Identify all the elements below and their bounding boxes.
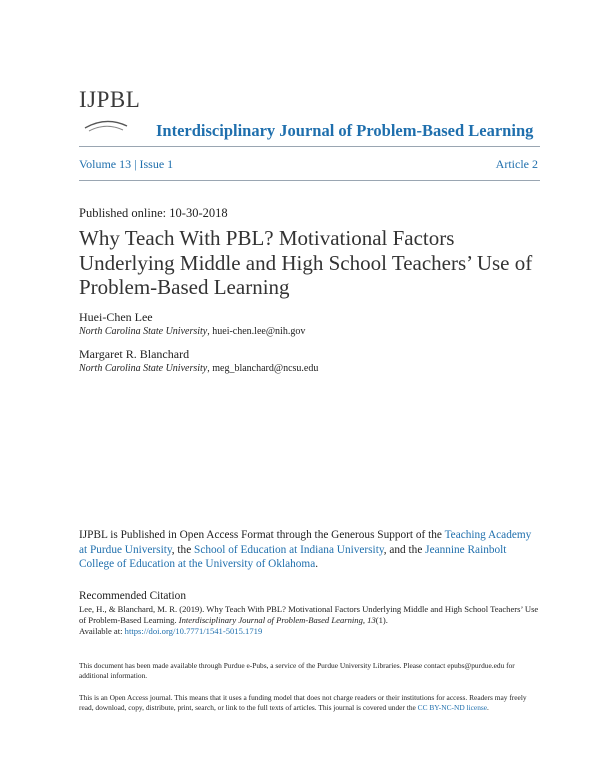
open-access-notice xyxy=(79,693,541,713)
subheader-divider xyxy=(79,180,540,181)
purdue-teaching-academy-link[interactable]: Teaching Academy at Purdue University xyxy=(79,529,532,556)
support-suffix: . xyxy=(315,558,319,570)
author-name: Huei-Chen Lee xyxy=(79,310,153,324)
journal-logo xyxy=(79,86,141,138)
oklahoma-education-link[interactable]: Jeannine Rainbolt College of Education at the University of Oklahoma xyxy=(79,543,507,570)
logo-swoosh-icon xyxy=(83,114,129,134)
epubs-notice: This document has been made available through Purdue e-Pubs, a service of the Purdue University Libraries. Please contact epubs@purdue.edu for additional information. xyxy=(79,661,515,680)
license-link[interactable]: CC BY-NC-ND license xyxy=(417,703,488,712)
author-name: Margaret R. Blanchard xyxy=(79,347,190,361)
support-separator: , and the xyxy=(383,543,426,556)
citation-heading: Recommended Citation xyxy=(79,590,186,602)
author-institution: North Carolina State University xyxy=(79,363,208,374)
journal-title[interactable]: Interdisciplinary Journal of Problem-Based Learning xyxy=(156,121,534,140)
author-affiliation xyxy=(79,363,318,374)
citation-journal: Interdisciplinary Journal of Problem-Based Learning, 13 xyxy=(178,615,376,625)
author-institution: North Carolina State University xyxy=(79,326,208,337)
available-label: Available at: xyxy=(79,626,125,636)
indiana-education-link[interactable]: School of Education at Indiana University xyxy=(194,543,384,556)
open-access-end: . xyxy=(487,703,489,712)
citation-text xyxy=(79,604,541,637)
header-divider xyxy=(79,146,540,147)
open-access-text: This is an Open Access journal. This means that it uses a funding model that does not charge readers or their institutions for access. Readers may freely read, download, copy, distribute, print, search, or link to the full texts of articles. This journal is covered under the xyxy=(79,693,527,712)
support-separator: , the xyxy=(171,543,195,556)
logo-text: IJPBL xyxy=(79,87,141,112)
citation-issue: (1). xyxy=(375,615,388,625)
published-date: Published online: 10-30-2018 xyxy=(79,206,228,220)
article-title: Why Teach With PBL? Motivational Factors Underlying Middle and High School Teachers’ Use of Problem-Based Learning xyxy=(79,226,533,299)
support-statement xyxy=(79,528,541,572)
support-prefix: IJPBL is Published in Open Access Format through the Generous Support of the xyxy=(79,529,445,541)
author-email[interactable]: , huei-chen.lee@nih.gov xyxy=(207,326,306,337)
volume-issue-link[interactable]: Volume 13 | Issue 1 xyxy=(79,157,174,171)
citation-body: Lee, H., & Blanchard, M. R. (2019). Why Teach With PBL? Motivational Factors Underlying Middle and High School Teachers’ Use of Problem-Based Learning. xyxy=(79,604,539,625)
author-affiliation xyxy=(79,326,305,337)
doi-link[interactable]: https://doi.org/10.7771/1541-5015.1719 xyxy=(124,626,263,636)
article-number-link[interactable]: Article 2 xyxy=(495,157,538,171)
author-email[interactable]: , meg_blanchard@ncsu.edu xyxy=(207,363,319,374)
